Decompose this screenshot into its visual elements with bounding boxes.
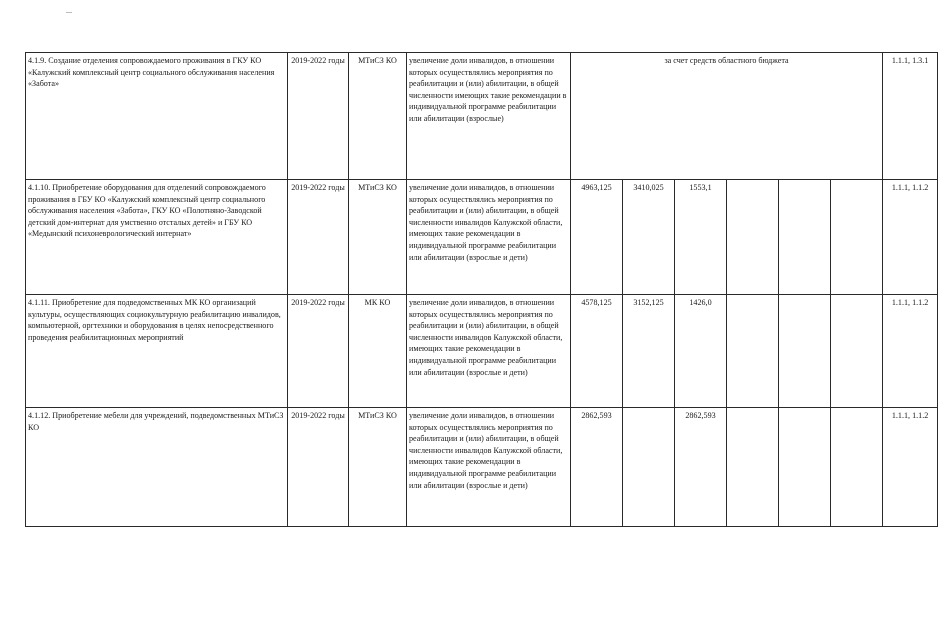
codes-cell: 1.1.1, 1.1.2 [883, 180, 938, 295]
amount-cell [831, 180, 883, 295]
amount-cell [779, 408, 831, 527]
amount-cell [623, 408, 675, 527]
amount-cell: 2862,593 [675, 408, 727, 527]
indicator-cell: увеличение доли инвалидов, в отношении которых осуществлялись мероприятия по реабилитации и (или) абилитации, в общей численности имеющих такие рекомендации в индивидуальной программе реабилитации или абилитации (взрослые) [407, 53, 571, 180]
program-activities-table [25, 52, 938, 527]
amount-total-cell: 4578,125 [571, 295, 623, 408]
amount-cell: 1553,1 [675, 180, 727, 295]
executor-cell: МТиСЗ КО [349, 180, 407, 295]
period-cell: 2019-2022 годы [288, 180, 349, 295]
codes-cell: 1.1.1, 1.1.2 [883, 408, 938, 527]
amount-cell: 3410,025 [623, 180, 675, 295]
activity-cell: 4.1.12. Приобретение мебели для учреждений, подведомственных МТиСЗ КО [26, 408, 288, 527]
amount-cell: 1426,0 [675, 295, 727, 408]
funding-note-cell: за счет средств областного бюджета [571, 53, 883, 180]
amount-cell [727, 180, 779, 295]
indicator-cell: увеличение доли инвалидов, в отношении которых осуществлялись мероприятия по реабилитации и (или) абилитации, в общей численности инвалидов Калужской области, имеющих такие рекомендации в индивидуальной программе реабилитации или абилитации (взрослые и дети) [407, 295, 571, 408]
indicator-cell: увеличение доли инвалидов, в отношении которых осуществлялись мероприятия по реабилитации и (или) абилитации, в общей численности инвалидов Калужской области, имеющих такие рекомендации в индивидуальной программе реабилитации или абилитации (взрослые и дети) [407, 180, 571, 295]
activity-cell: 4.1.9. Создание отделения сопровождаемого проживания в ГКУ КО «Калужский комплексный центр социального обслуживания населения «Забота» [26, 53, 288, 180]
table-row [26, 180, 938, 295]
amount-cell [779, 295, 831, 408]
amount-cell [779, 180, 831, 295]
amount-cell [831, 295, 883, 408]
table-row [26, 408, 938, 527]
activity-cell: 4.1.11. Приобретение для подведомственных МК КО организаций культуры, осуществляющих социокультурную реабилитацию инвалидов, компьютерной, оргтехники и оборудования в целях непосредственного проведения реабилитационных мероприятий [26, 295, 288, 408]
period-cell: 2019-2022 годы [288, 408, 349, 527]
period-cell: 2019-2022 годы [288, 53, 349, 180]
period-cell: 2019-2022 годы [288, 295, 349, 408]
executor-cell: МК КО [349, 295, 407, 408]
activity-cell: 4.1.10. Приобретение оборудования для отделений сопровождаемого проживания в ГБУ КО «Калужский комплексный центр социального обслуживания населения «Забота», ГКУ КО «Полотняно-Заводской детский дом-интернат для умственно отсталых детей» и ГБУ КО «Медынский психоневрологический интернат» [26, 180, 288, 295]
scan-mark [66, 12, 72, 13]
table-row [26, 295, 938, 408]
codes-cell: 1.1.1, 1.3.1 [883, 53, 938, 180]
codes-cell: 1.1.1, 1.1.2 [883, 295, 938, 408]
amount-total-cell: 2862,593 [571, 408, 623, 527]
table-row [26, 53, 938, 180]
amount-cell [727, 295, 779, 408]
executor-cell: МТиСЗ КО [349, 408, 407, 527]
executor-cell: МТиСЗ КО [349, 53, 407, 180]
amount-cell [831, 408, 883, 527]
indicator-cell: увеличение доли инвалидов, в отношении которых осуществлялись мероприятия по реабилитации и (или) абилитации, в общей численности инвалидов Калужской области, имеющих такие рекомендации в индивидуальной программе реабилитации или абилитации (взрослые и дети) [407, 408, 571, 527]
amount-cell: 3152,125 [623, 295, 675, 408]
amount-cell [727, 408, 779, 527]
amount-total-cell: 4963,125 [571, 180, 623, 295]
